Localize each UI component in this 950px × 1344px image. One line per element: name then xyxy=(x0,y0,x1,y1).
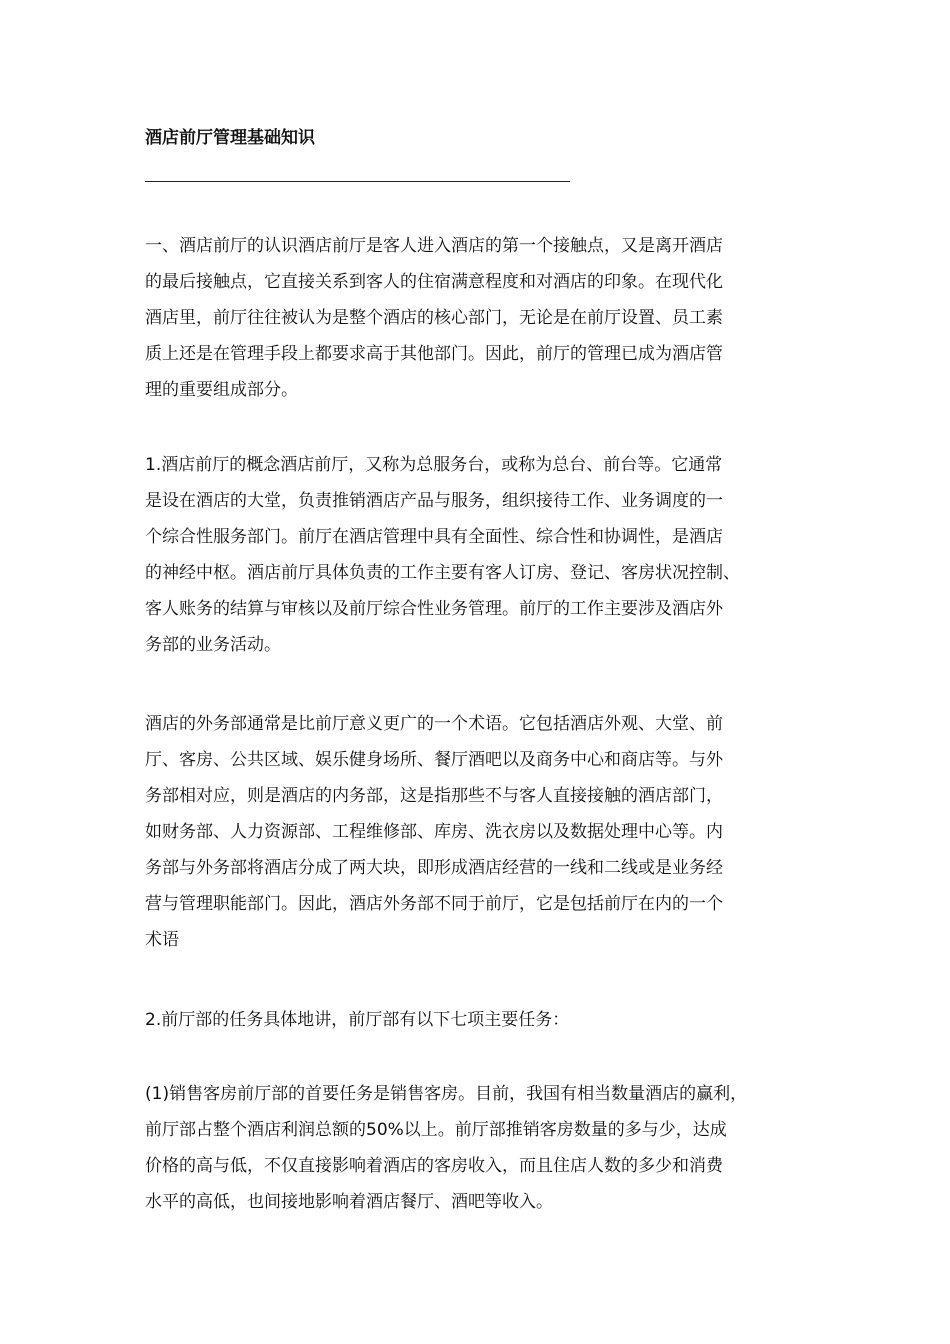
paragraph-line: 如财务部、人力资源部、工程维修部、库房、洗衣房以及数据处理中心等。内 xyxy=(145,822,723,842)
paragraph-intro xyxy=(145,228,723,408)
paragraph-line: 厅、客房、公共区域、娱乐健身场所、餐厅酒吧以及商务中心和商店等。与外 xyxy=(145,750,723,770)
paragraph-line: 酒店里，前厅往往被认为是整个酒店的核心部门，无论是在前厅设置、员工素 xyxy=(145,308,723,328)
paragraph-room-sales xyxy=(145,1076,747,1220)
paragraph-line: 营与管理职能部门。因此，酒店外务部不同于前厅，它是包括前厅在内的一个 xyxy=(145,894,723,914)
paragraph-line: 的最后接触点，它直接关系到客人的住宿满意程度和对酒店的印象。在现代化 xyxy=(145,272,723,292)
paragraph-line: 质上还是在管理手段上都要求高于其他部门。因此，前厅的管理已成为酒店管 xyxy=(145,344,723,364)
paragraph-line: 的神经中枢。酒店前厅具体负责的工作主要有客人订房、登记、客房状况控制、 xyxy=(145,563,740,583)
paragraph-line: 前厅部占整个酒店利润总额的50%以上。前厅部推销客房数量的多与少，达成 xyxy=(145,1120,727,1140)
title-divider xyxy=(145,181,570,182)
paragraph-line: 一、酒店前厅的认识酒店前厅是客人进入酒店的第一个接触点，又是离开酒店 xyxy=(145,236,723,256)
paragraph-line: 1.酒店前厅的概念酒店前厅，又称为总服务台，或称为总台、前台等。它通常 xyxy=(145,455,723,475)
paragraph-line: 2.前厅部的任务具体地讲，前厅部有以下七项主要任务： xyxy=(145,1010,570,1030)
paragraph-line: 务部与外务部将酒店分成了两大块，即形成酒店经营的一线和二线或是业务经 xyxy=(145,858,723,878)
paragraph-line: 理的重要组成部分。 xyxy=(145,380,298,400)
document-title: 酒店前厅管理基础知识 xyxy=(145,128,315,148)
paragraph-line: 价格的高与低，不仅直接影响着酒店的客房收入，而且住店人数的多少和消费 xyxy=(145,1156,723,1176)
paragraph-line: 务部相对应，则是酒店的内务部，这是指那些不与客人直接接触的酒店部门， xyxy=(145,786,723,806)
paragraph-front-of-house xyxy=(145,706,723,958)
paragraph-line: 是设在酒店的大堂，负责推销酒店产品与服务，组织接待工作、业务调度的一 xyxy=(145,491,723,511)
paragraph-line: (1)销售客房前厅部的首要任务是销售客房。目前，我国有相当数量酒店的赢利， xyxy=(145,1084,748,1104)
paragraph-line: 客人账务的结算与审核以及前厅综合性业务管理。前厅的工作主要涉及酒店外 xyxy=(145,599,723,619)
paragraph-line: 酒店的外务部通常是比前厅意义更广的一个术语。它包括酒店外观、大堂、前 xyxy=(145,714,723,734)
paragraph-front-desk-concept xyxy=(145,447,740,663)
paragraph-line: 术语 xyxy=(145,930,179,950)
paragraph-line: 水平的高低，也间接地影响着酒店餐厅、酒吧等收入。 xyxy=(145,1192,553,1212)
paragraph-line: 务部的业务活动。 xyxy=(145,635,281,655)
paragraph-line: 个综合性服务部门。前厅在酒店管理中具有全面性、综合性和协调性，是酒店 xyxy=(145,527,723,547)
paragraph-tasks-heading xyxy=(145,1002,569,1038)
